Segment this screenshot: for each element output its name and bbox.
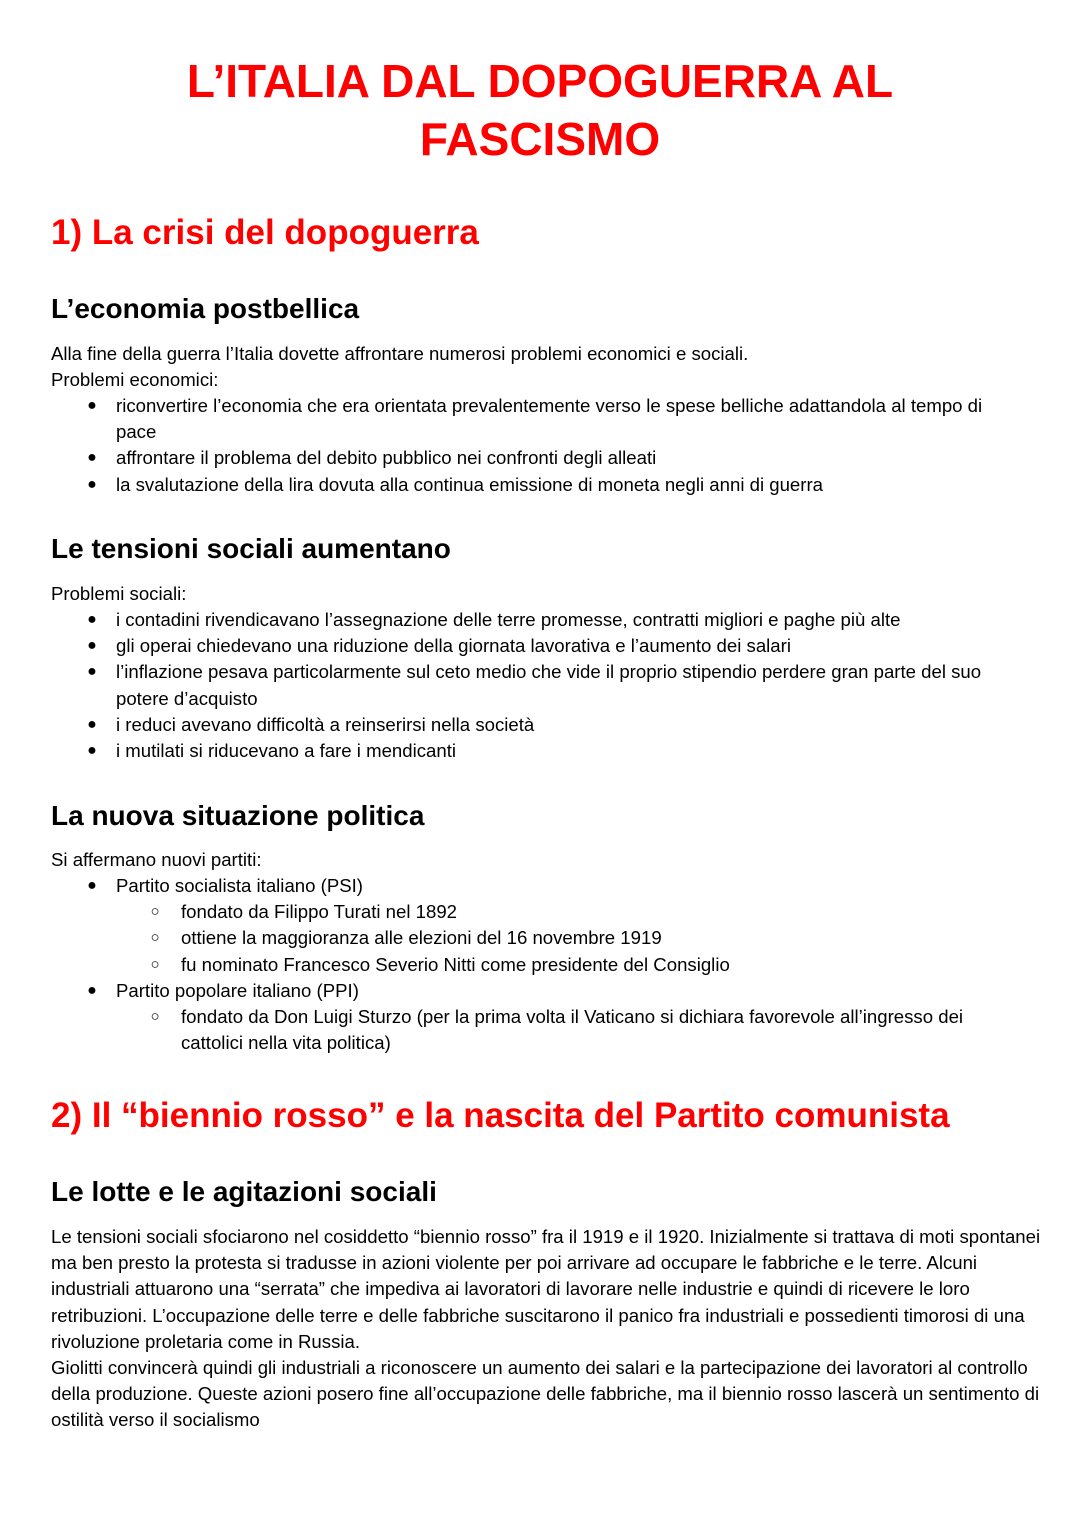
bullet-circle-icon: ○ — [150, 903, 160, 921]
list-item: ● riconvertire l’economia che era orientata prevalentemente verso le spese belliche adattandola al tempo di pace — [0, 393, 1026, 445]
list-item: ● la svalutazione della lira dovuta alla continua emissione di moneta negli anni di guerra — [0, 472, 1026, 498]
partiti-list — [0, 873, 1080, 1056]
bullet-dot-icon: ● — [87, 475, 97, 493]
bullet-dot-icon: ● — [87, 663, 97, 681]
lotte-paragraph-2: Giolitti convincerà quindi gli industriali a riconoscere un aumento dei salari e la partecipazione dei lavoratori al controllo della produzione. Queste azioni posero fine all’occupazione delle fabbriche, ma il biennio rosso lascerà un sentimento di ostilità verso il socialismo — [51, 1357, 1040, 1431]
bullet-dot-icon: ● — [87, 742, 97, 760]
sub-list-item: ○ fu nominato Francesco Severio Nitti come presidente del Consiglio — [0, 952, 1026, 978]
list-item: ● i reduci avevano difficoltà a reinserirsi nella società — [0, 712, 1026, 738]
bullet-dot-icon: ● — [87, 981, 97, 999]
section2-heading: 2) Il “biennio rosso” e la nascita del Partito comunista — [51, 1096, 950, 1135]
bullet-circle-icon: ○ — [150, 929, 160, 947]
list-item: ● l’inflazione pesava particolarmente sul ceto medio che vide il proprio stipendio perdere gran parte del suo potere d’acquisto — [0, 659, 1026, 711]
lotte-heading: Le lotte e le agitazioni sociali — [51, 1176, 437, 1207]
title-line-2: FASCISMO — [419, 113, 661, 165]
economia-heading: L’economia postbellica — [51, 293, 360, 324]
bullet-dot-icon: ● — [87, 715, 97, 733]
list-item-ppi: ● Partito popolare italiano (PPI) — [0, 978, 1026, 1004]
bullet-dot-icon: ● — [87, 397, 97, 414]
bullet-dot-icon: ● — [87, 449, 97, 467]
economia-list — [0, 393, 1080, 498]
bullet-circle-icon: ○ — [150, 1008, 160, 1026]
section1-heading: 1) La crisi del dopoguerra — [51, 213, 479, 252]
sub-list-item: ○ fondato da Don Luigi Sturzo (per la prima volta il Vaticano si dichiara favorevole all’ingresso dei cattolici nella vita politica) — [0, 1004, 1026, 1056]
tensioni-list — [0, 607, 1080, 764]
list-item: ● i contadini rivendicavano l’assegnazione delle terre promesse, contratti migliori e paghe più alte — [0, 607, 1026, 633]
title-line-1: L’ITALIA DAL DOPOGUERRA AL — [186, 55, 894, 107]
sub-list-item: ○ ottiene la maggioranza alle elezioni del 16 novembre 1919 — [0, 925, 1026, 951]
list-item: ● affrontare il problema del debito pubblico nei confronti degli alleati — [0, 445, 1026, 471]
bullet-dot-icon: ● — [87, 877, 97, 894]
list-item: ● i mutilati si riducevano a fare i mendicanti — [0, 738, 1026, 764]
bullet-dot-icon: ● — [87, 637, 97, 655]
document-title — [0, 52, 1080, 168]
tensioni-heading: Le tensioni sociali aumentano — [51, 533, 451, 564]
politica-label: Si affermano nuovi partiti: — [51, 849, 262, 870]
list-item: ● gli operai chiedevano una riduzione della giornata lavorativa e l’aumento dei salari — [0, 633, 1026, 659]
bullet-dot-icon: ● — [87, 611, 97, 628]
lotte-paragraph-1: Le tensioni sociali sfociarono nel cosiddetto “biennio rosso” fra il 1919 e il 1920. Inizialmente si trattava di moti spontanei ma ben presto la protesta si tradusse in azioni violente per poi arrivare ad occupare le fabbriche e le terre. Alcuni industriali attuarono una “serrata” che impediva ai lavoratori di lavorare nelle industrie e quindi di ricevere le loro retribuzioni. L’occupazione delle terre e delle fabbriche suscitarono il panico fra industriali e possedienti timorosi di una rivoluzione proletaria come in Russia. — [51, 1226, 1041, 1352]
economia-intro: Alla fine della guerra l’Italia dovette affrontare numerosi problemi economici e sociali. — [51, 343, 749, 364]
politica-heading: La nuova situazione politica — [51, 800, 425, 831]
list-item-psi: ● Partito socialista italiano (PSI) — [0, 873, 1026, 899]
bullet-circle-icon: ○ — [150, 955, 160, 973]
sub-list-item: ○ fondato da Filippo Turati nel 1892 — [0, 899, 1026, 925]
tensioni-label: Problemi sociali: — [51, 583, 187, 604]
economia-label: Problemi economici: — [51, 369, 219, 390]
lotte-paragraph — [51, 1224, 1041, 1434]
